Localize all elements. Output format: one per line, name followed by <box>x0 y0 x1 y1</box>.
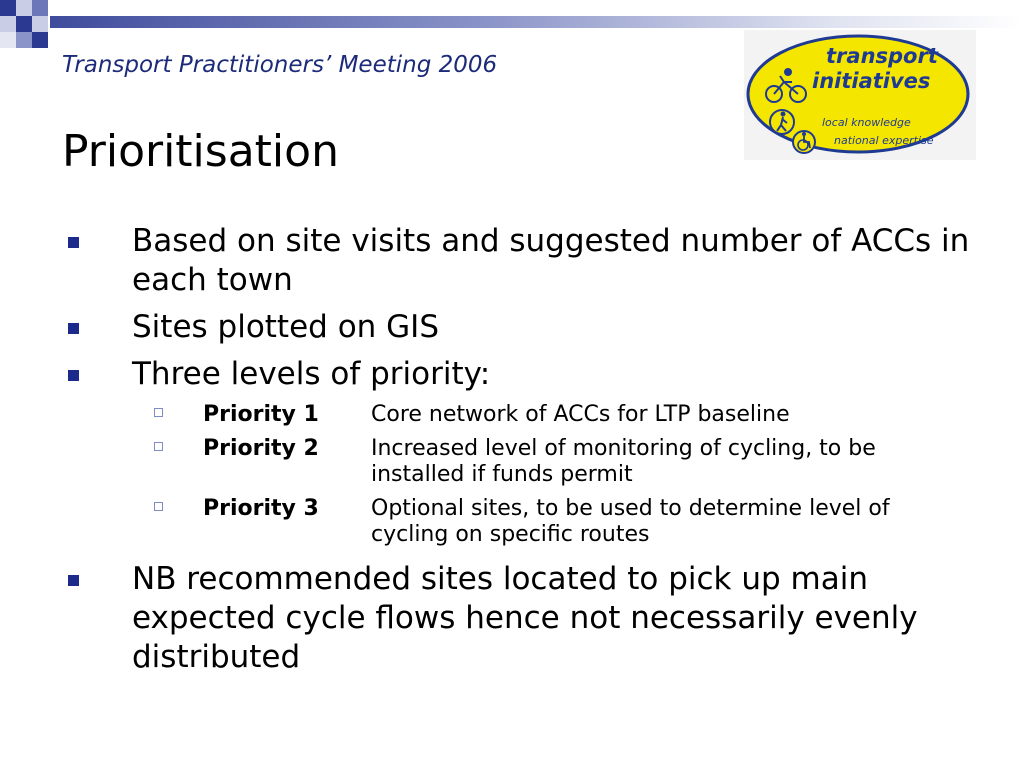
bullet-item <box>62 308 972 347</box>
transport-initiatives-logo <box>744 30 976 160</box>
slide-title: Prioritisation <box>62 126 339 177</box>
square-bullet-icon <box>68 575 79 586</box>
bullet-item <box>62 222 972 300</box>
slide-body <box>62 222 972 685</box>
presentation-subtitle: Transport Practitioners’ Meeting 2006 <box>62 52 498 78</box>
hollow-square-bullet-icon <box>154 442 163 451</box>
decor-square <box>32 32 48 48</box>
decor-square <box>16 16 32 32</box>
bullet-text: Sites plotted on GIS <box>132 309 440 345</box>
priority-desc: Optional sites, to be used to determine level of cycling on specific routes <box>371 496 890 547</box>
bullet-text: Based on site visits and suggested number of ACCs in each town <box>132 223 970 298</box>
header-gradient-bar <box>50 16 1024 28</box>
bullet-item <box>62 560 972 677</box>
priority-label: Priority 3 <box>203 496 319 521</box>
logo-tagline-1: local knowledge <box>822 116 911 129</box>
pedestrian-icon <box>770 110 794 134</box>
priority-desc: Increased level of monitoring of cycling, to be installed if funds permit <box>371 436 876 487</box>
priority-label: Priority 1 <box>203 402 319 427</box>
square-bullet-icon <box>68 237 79 248</box>
bullet-item <box>62 355 972 394</box>
decor-square <box>0 32 16 48</box>
decor-square <box>0 0 16 16</box>
logo-text-transport: transport <box>826 44 938 68</box>
bullet-text: NB recommended sites located to pick up main expected cycle flows hence not necessarily evenly distributed <box>132 561 918 675</box>
bullet-text: Three levels of priority: <box>132 356 491 392</box>
logo-tagline-2: national expertise <box>834 134 934 147</box>
decor-square <box>32 16 48 32</box>
priority-item-2 <box>62 436 972 488</box>
logo-text-initiatives: initiatives <box>812 69 931 93</box>
decor-square <box>32 0 48 16</box>
decor-square <box>16 32 32 48</box>
priority-item-1 <box>62 402 972 428</box>
decor-square <box>0 16 16 32</box>
priority-item-3 <box>62 496 972 548</box>
square-bullet-icon <box>68 370 79 381</box>
square-bullet-icon <box>68 323 79 334</box>
decor-square <box>16 0 32 16</box>
hollow-square-bullet-icon <box>154 502 163 511</box>
priority-desc: Core network of ACCs for LTP baseline <box>371 402 790 427</box>
priority-label: Priority 2 <box>203 436 319 461</box>
wheelchair-icon <box>793 131 815 153</box>
hollow-square-bullet-icon <box>154 408 163 417</box>
